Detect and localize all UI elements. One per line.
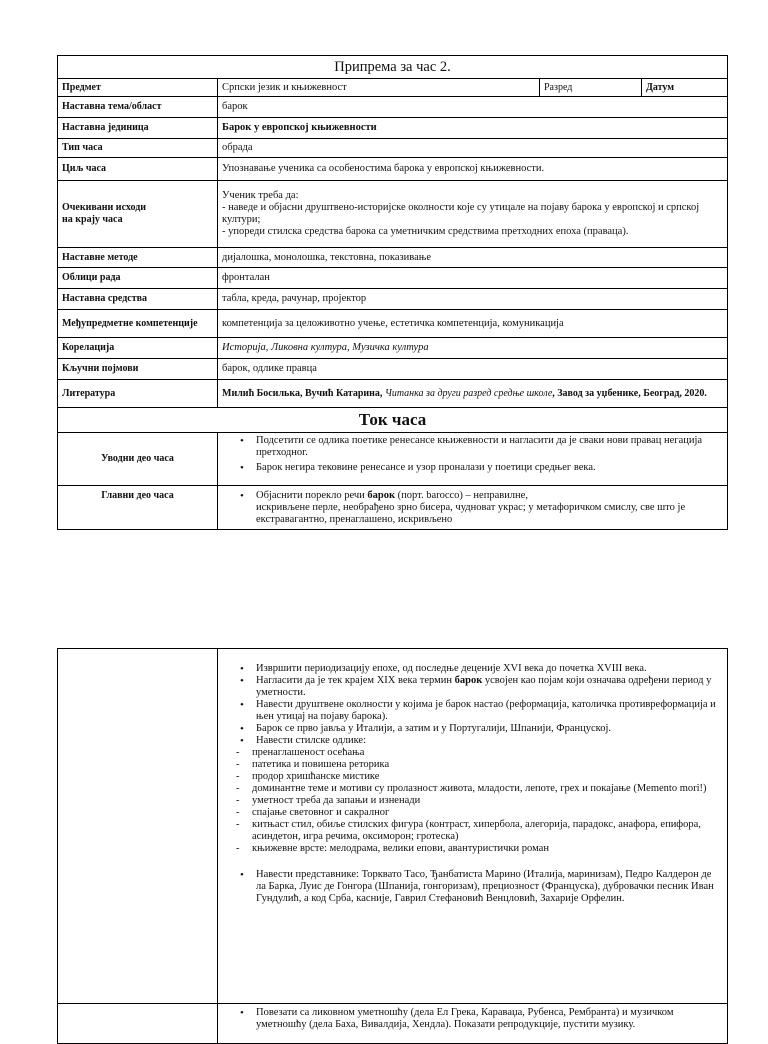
main-item-pre: Објаснити порекло речи — [256, 490, 368, 501]
subject-value: Српски језик и књижевност — [218, 79, 540, 97]
style-feature: - китњаст стил, обиље стилских фигура (контраст, хипербола, алегорија, парадокс, анафора, епифора, асиндетон, игра речима, оксиморон; гротеска) — [252, 819, 723, 843]
main-item-post: усвојен као појам који означава одређени период у уметности. — [256, 675, 712, 698]
intro-part-content — [218, 433, 728, 486]
literature-label: Литература — [58, 380, 218, 408]
lesson-plan-table — [57, 55, 728, 530]
main-item-bold: барок — [367, 490, 396, 501]
style-feature: - уметност треба да запањи и изненади — [252, 795, 723, 807]
correlation-value: Историја, Ликовна култура, Музичка култура — [218, 338, 728, 359]
literature-publisher: , Завод за уџбенике, Београд, 2020. — [552, 387, 707, 399]
main-item-post: (порт. barocco) – неправилне, — [395, 490, 528, 501]
empty-label-cell — [58, 649, 218, 1004]
work-forms-value: фронталан — [218, 268, 728, 289]
main-item — [252, 735, 723, 855]
intro-part-label: Уводни део часа — [58, 433, 218, 486]
work-forms-label: Облици рада — [58, 268, 218, 289]
literature-authors: Милић Босилька, Вучић Катарина, — [222, 387, 383, 399]
style-feature: - доминантне теме и мотиви су пролазност живота, младости, лепоте, грех и покајање (Memento mori!) — [252, 783, 723, 795]
literature-book: Читанка за други разред средње школе — [384, 387, 553, 399]
style-feature: - патетика и повишена реторика — [252, 759, 723, 771]
main-item-bold: барок — [454, 675, 483, 686]
main-part-content — [218, 486, 728, 530]
outcomes-value — [218, 181, 728, 248]
unit-value: Барок у европској књижевности — [218, 118, 728, 139]
teaching-aids-value: табла, креда, рачунар, пројектор — [218, 289, 728, 310]
main-item: • Навести друштвене околности у којима је барок настао (реформација, католичка противреформација и њен утицај на појаву барока). — [256, 699, 723, 723]
main-item-rest: искривљене перле, необрађено зрно бисера, чудноват украс; у метафоричком смислу, све што је екстравагантно, пренаглашено, искривљено — [256, 502, 686, 525]
style-feature: - продор хришћанске мистике — [252, 771, 723, 783]
style-feature: - пренаглашеност осећања — [252, 747, 723, 759]
main-item: • Навести представнике: Торквато Тасо, Ђанбатиста Марино (Италија, маринизам), Педро Калдерон де ла Барка, Луис де Гонгора (Шпанија, гонгоризам), прециозност (Француска), дубровачки песник Иван Гундулић, а код Срба, касније, Гаврил Стефановић Венцловић, Захарије Орфелин. — [256, 869, 723, 905]
competences-value: компетенција за целоживотно учење, естетичка компетенција, комуникација — [218, 310, 728, 338]
main-item: • Барок се прво јавља у Италији, а затим и у Португалији, Шпанији, Француској. — [256, 723, 723, 735]
main-item-pre: Нагласити да је тек крајем XIX века термин — [256, 675, 455, 686]
main-part-label: Главни део часа — [58, 486, 218, 530]
main-item: • Повезати са ликовном уметношћу (дела Ел Грека, Караваџа, Рубенса, Рембранта) и музичком уметношћу (дела Баха, Вивалдија, Хендла). Показати репродукције, пустити музику. — [256, 1007, 723, 1031]
competences-label: Међупредметне компетенције — [58, 310, 218, 338]
outcomes-line: - упореди стилска средства барока са уметничким средствима претходних епоха (праваца). — [222, 226, 629, 237]
intro-item: • Барок негира тековине ренесансе и узор проналази у поетици средњег века. — [256, 462, 723, 474]
literature-value — [218, 380, 728, 408]
correlation-label: Корелација — [58, 338, 218, 359]
lesson-type-value: обрада — [218, 139, 728, 158]
goal-label: Циљ часа — [58, 158, 218, 181]
key-terms-label: Кључни појмови — [58, 359, 218, 380]
methods-value: дијалошка, монолошка, текстовна, показивање — [218, 248, 728, 268]
topic-value: барок — [218, 97, 728, 118]
style-features-heading: Навести стилске одлике: — [256, 735, 367, 746]
key-terms-value: барок, одлике правца — [218, 359, 728, 380]
main-item: • Извршити периодизацију епохе, од последње деценије XVI века до почетка XVIII века. — [256, 663, 723, 675]
unit-label: Наставна јединица — [58, 118, 218, 139]
intro-item: • Подсетити се одлика поетике ренесансе књижевности и нагласити да је сваки нови правац негација претходног. — [256, 435, 723, 459]
methods-label: Наставне методе — [58, 248, 218, 268]
outcomes-label — [58, 181, 218, 248]
subject-label: Предмет — [58, 79, 218, 97]
outcomes-line: Ученик треба да: — [222, 190, 299, 201]
lesson-flow-heading: Ток часа — [58, 408, 728, 433]
lesson-type-label: Тип часа — [58, 139, 218, 158]
date-label: Датум — [642, 79, 728, 97]
outcomes-label-line1: Очекивани исходи — [62, 202, 147, 213]
main-item — [256, 675, 723, 699]
main-item — [256, 490, 723, 526]
document-title: Припрема за час 2. — [58, 56, 728, 79]
teaching-aids-label: Наставна средства — [58, 289, 218, 310]
style-feature: - књижевне врсте: мелодрама, велики епови, авантуристички роман — [252, 843, 723, 855]
goal-value: Упознавање ученика са особеностима барока у европској књижевности. — [218, 158, 728, 181]
outcomes-line: - наведе и објасни друштвено-историјске околности које су утицале на појаву барока у европској и српској култури; — [222, 202, 700, 225]
outcomes-label-line2: на крају часа — [62, 214, 123, 225]
lesson-plan-table-continued — [57, 648, 728, 1044]
style-feature: - спајање световног и сакралног — [252, 807, 723, 819]
grade-label: Разред — [540, 79, 642, 97]
topic-label: Наставна тема/област — [58, 97, 218, 118]
main-part-continued — [218, 649, 728, 1004]
